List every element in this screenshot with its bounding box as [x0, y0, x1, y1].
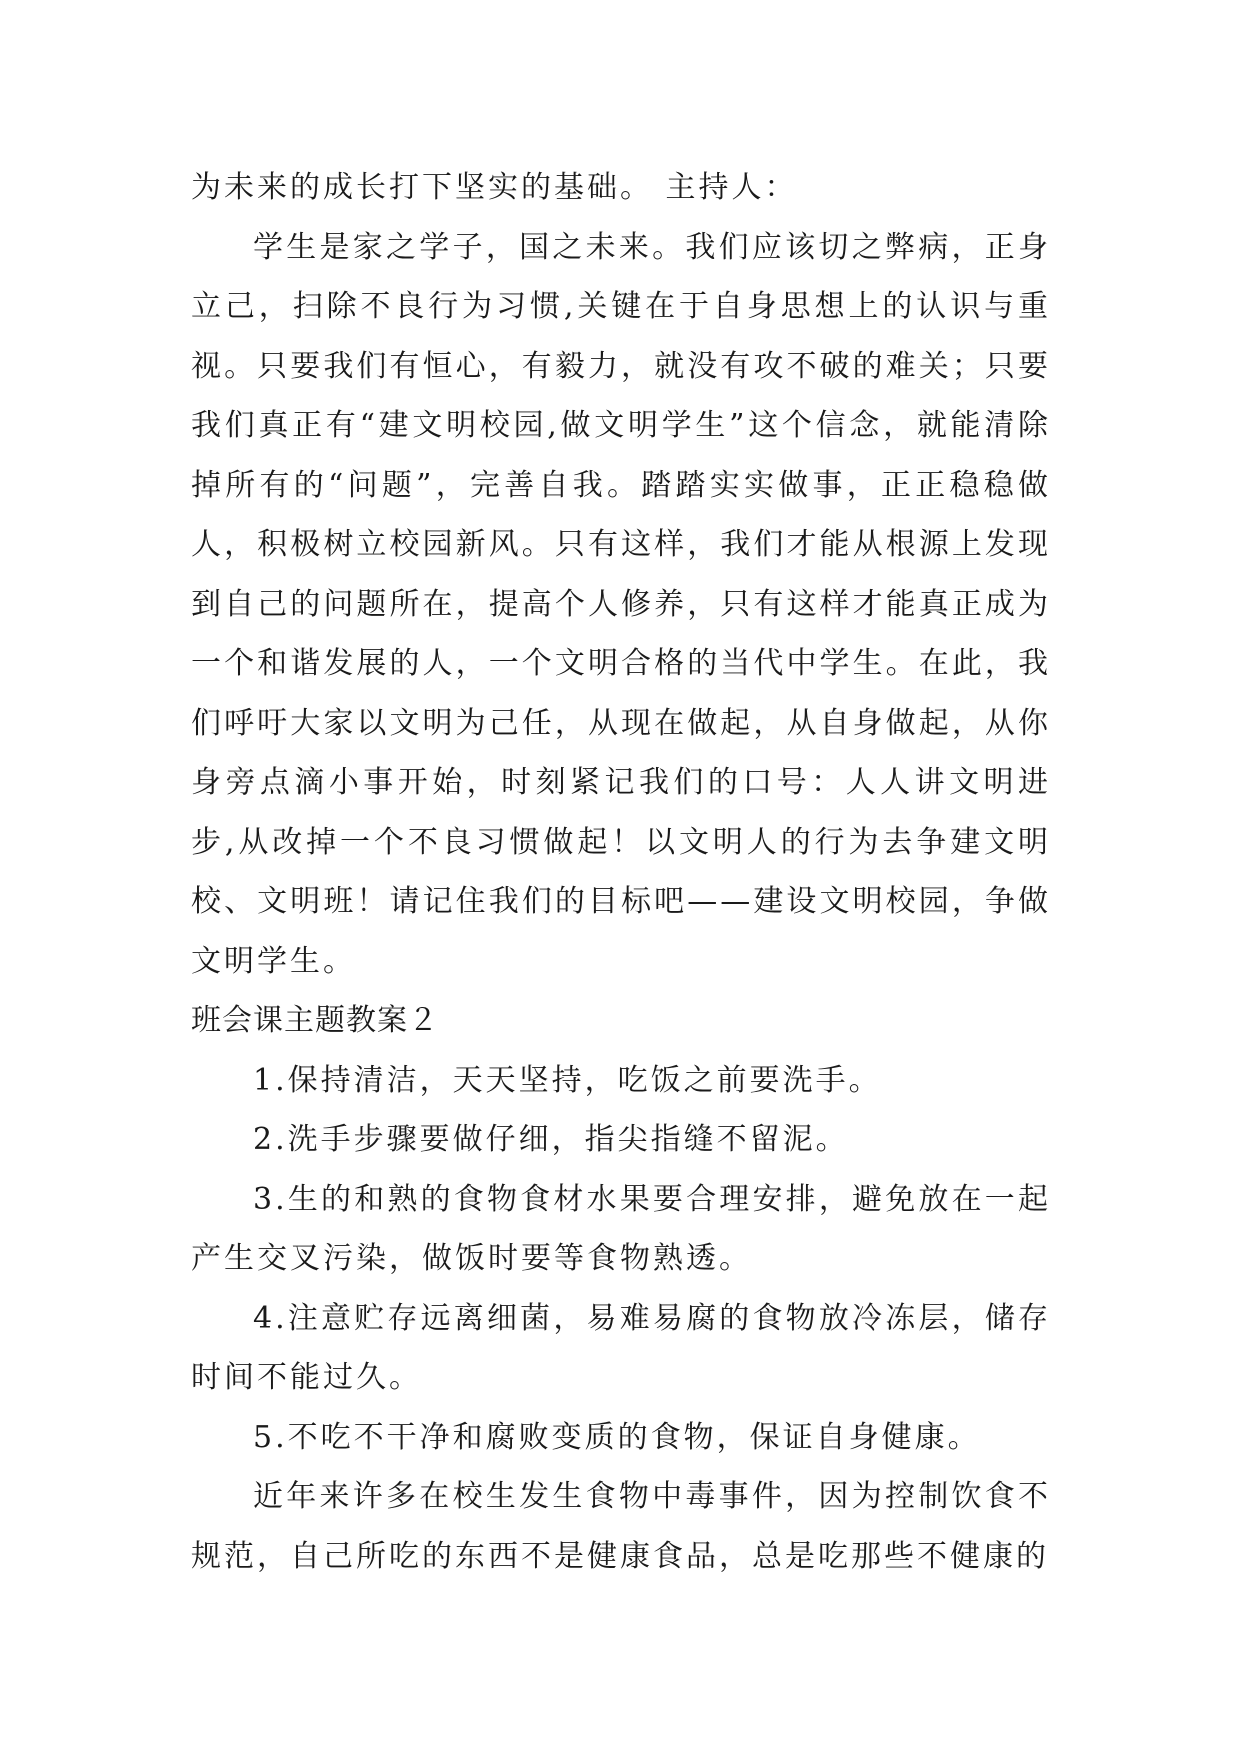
list-item-2: 2.洗手步骤要做仔细，指尖指缝不留泥。 — [253, 1122, 849, 1157]
paragraph-civility: 学生是家之学子，国之未来。我们应该切之弊病，正身立己，扫除不良行为习惯,关键在于自身思想上的认识与重视。只要我们有恒心，有毅力，就没有攻不破的难关；只要我们真正有“建文明校园,做文明学生”这个信念，就能清除掉所有的“问题”，完善自我。踏踏实实做事，正正稳稳做人，积极树立校园新风。只有这样，我们才能从根源上发现到自己的问题所在，提高个人修养，只有这样才能真正成为一个和谐发展的人，一个文明合格的当代中学生。在此，我们呼吁大家以文明为己任，从现在做起，从自身做起，从你身旁点滴小事开始，时刻紧记我们的口号：人人讲文明进步,从改掉一个不良习惯做起！以文明人的行为去争建文明校、文明班！请记住我们的目标吧——建设文明校园，争做文明学生。 — [191, 229, 1051, 979]
list-item-3: 3.生的和熟的食物食材水果要合理安排，避免放在一起产生交叉污染，做饭时要等食物熟透。 — [191, 1181, 1051, 1276]
list-item-4: 4.注意贮存远离细菌，易难易腐的食物放冷冻层，储存时间不能过久。 — [191, 1300, 1051, 1395]
paragraph-food-safety: 近年来许多在校生发生食物中毒事件，因为控制饮食不规范，自己所吃的东西不是健康食品，总是吃那些不健康的 — [191, 1479, 1051, 1574]
section-heading: 班会课主题教案２ — [191, 1003, 439, 1038]
list-item-1: 1.保持清洁，天天坚持，吃饭之前要洗手。 — [253, 1062, 882, 1098]
document-body — [191, 158, 1051, 1586]
list-item-5: 5.不吃不干净和腐败变质的食物，保证自身健康。 — [253, 1419, 981, 1455]
paragraph-continuation: 为未来的成长打下坚实的基础。 主持人： — [191, 170, 798, 205]
